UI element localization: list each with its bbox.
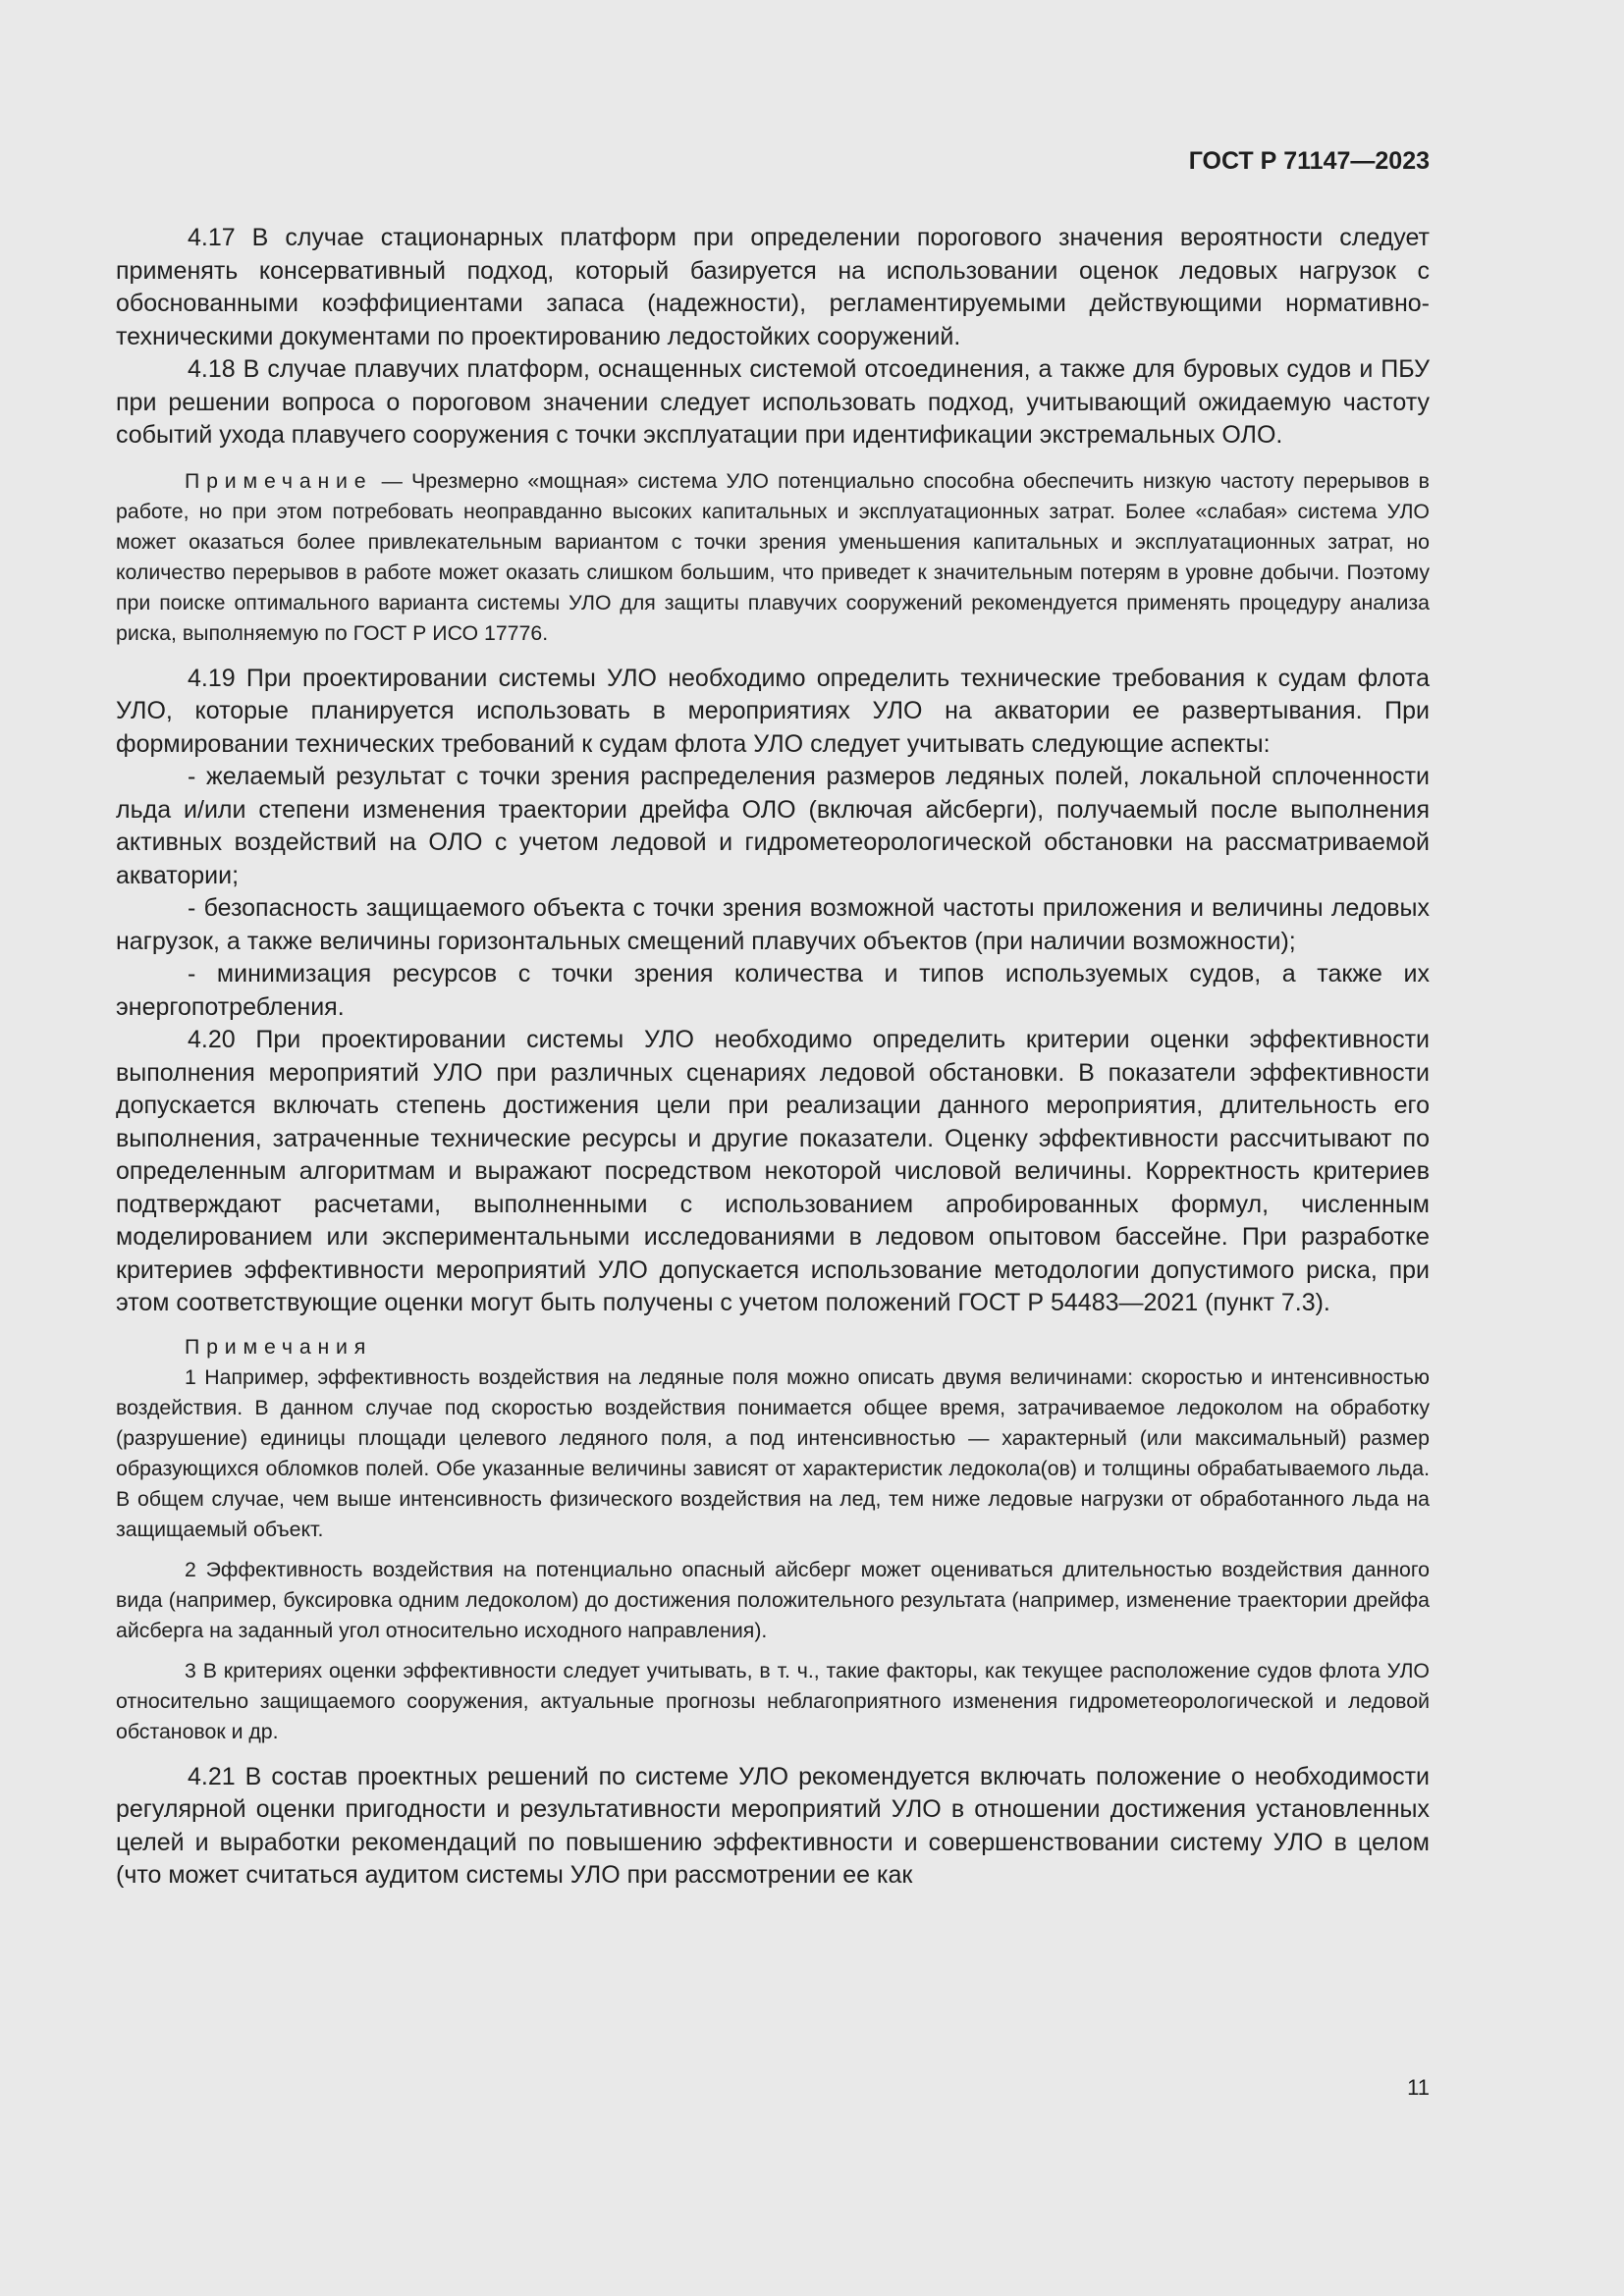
paragraph-4-17: 4.17 В случае стационарных платформ при определении порогового значения вероятности следует применять консервативный подход, который базируется на использовании оценок ледовых нагрузок с обоснованными коэффициентами запаса (надежности), регламентируемыми действующими нормативно-техническими документами по проектированию ледостойких сооружений. (116, 224, 1430, 350)
paragraph-4-20: 4.20 При проектировании системы УЛО необходимо определить критерии оценки эффективности выполнения мероприятий УЛО при различных сценариях ледовой обстановки. В показатели эффективности допускается включать степень достижения цели при реализации данного мероприятия, длительность его выполнения, затраченные технические ресурсы и другие показатели. Оценку эффективности рассчитывают по определенным алгоритмам и выражают посредством некоторой числовой величины. Корректность критериев подтверждают расчетами, выполненными с использованием апробированных формул, численным моделированием или экспериментальными исследованиями в ледовом опытовом бассейне. При разработке критериев эффективности мероприятий УЛО допускается использование методологии допустимого риска, при этом соответствующие оценки могут быть получены с учетом положений ГОСТ Р 54483—2021 (пункт 7.3). (116, 1026, 1430, 1316)
list-item: - минимизация ресурсов с точки зрения количества и типов используемых судов, а также их энергопотребления. (116, 960, 1430, 1021)
note-item-3: 3 В критериях оценки эффективности следует учитывать, в т. ч., такие факторы, как текущее расположение судов флота УЛО относительно защищаемого сооружения, актуальные прогнозы неблагоприятного изменения гидрометеорологической и ледовой обстановок и др. (116, 1658, 1430, 1743)
notes-heading: Примечания (185, 1334, 373, 1359)
list-item: - желаемый результат с точки зрения распределения размеров ледяных полей, локальной сплоченности льда и/или степени изменения траектории дрейфа ОЛО (включая айсберги), получаемый после выполнения активных воздействий на ОЛО с учетом ледовой и гидрометеорологической обстановки на рассматриваемой акватории; (116, 763, 1430, 889)
notes-block (116, 1332, 1430, 1747)
paragraph-4-19: 4.19 При проектировании системы УЛО необходимо определить технические требования к судам флота УЛО, которые планируется использовать в мероприятиях УЛО на акватории ее развертывания. При формировании технических требований к судам флота УЛО следует учитывать следующие аспекты: (116, 664, 1430, 758)
note-item-1: 1 Например, эффективность воздействия на ледяные поля можно описать двумя величинами: скоростью и интенсивностью воздействия. В данном случае под скоростью воздействия понимается общее время, затрачиваемое ледоколом на обработку (разрушение) единицы площади целевого ледяного поля, а под интенсивностью — характерный (или максимальный) размер образующихся обломков полей. Обе указанные величины зависят от характеристик ледокола(ов) и толщины обрабатываемого льда. В общем случае, чем выше интенсивность физического воздействия на лед, тем ниже ледовые нагрузки от обработанного льда на защищаемый объект. (116, 1364, 1430, 1541)
note-paragraph (116, 466, 1430, 649)
paragraph-4-18: 4.18 В случае плавучих платформ, оснащенных системой отсоединения, а также для буровых судов и ПБУ при решении вопроса о пороговом значении следует использовать подход, учитывающий ожидаемую частоту событий ухода плавучего сооружения с точки эксплуатации при идентификации экстремальных ОЛО. (116, 355, 1430, 449)
paragraph-4-21: 4.21 В состав проектных решений по системе УЛО рекомендуется включать положение о необходимости регулярной оценки пригодности и результативности мероприятий УЛО в отношении достижения установленных целей и выработки рекомендаций по повышению эффективности и совершенствовании систему УЛО в целом (что может считаться аудитом системы УЛО при рассмотрении ее как (116, 1762, 1430, 1889)
note-item-2: 2 Эффективность воздействия на потенциально опасный айсберг может оцениваться длительностью воздействия данного вида (например, буксировка одним ледоколом) до достижения положительного результата (например, изменение траектории дрейфа айсберга на заданный угол относительно исходного направления). (116, 1557, 1430, 1642)
note-block (116, 466, 1430, 649)
note-text: — Чрезмерно «мощная» система УЛО потенциально способна обеспечить низкую частоту перерывов в работе, но при этом потребовать неоправданно высоких капитальных и эксплуатационных затрат. Более «слабая» система УЛО может оказаться более привлекательным вариантом с точки зрения уменьшения капитальных и эксплуатационных затрат, но количество перерывов в работе может оказать слишком большим, что приведет к значительным потерям в уровне добычи. Поэтому при поиске оптимального варианта системы УЛО для защиты плавучих сооружений рекомендуется применять процедуру анализа риска, выполняемую по ГОСТ Р ИСО 17776. (116, 468, 1430, 645)
document-header-standard: ГОСТ Р 71147—2023 (1188, 147, 1430, 175)
page-number: 11 (1407, 2075, 1430, 2100)
page-content (116, 222, 1430, 1893)
note-label: Примечание (185, 468, 373, 493)
list-item: - безопасность защищаемого объекта с точки зрения возможной частоты приложения и величины ледовых нагрузок, а также величины горизонтальных смещений плавучих объектов (при наличии возможности); (116, 894, 1430, 955)
